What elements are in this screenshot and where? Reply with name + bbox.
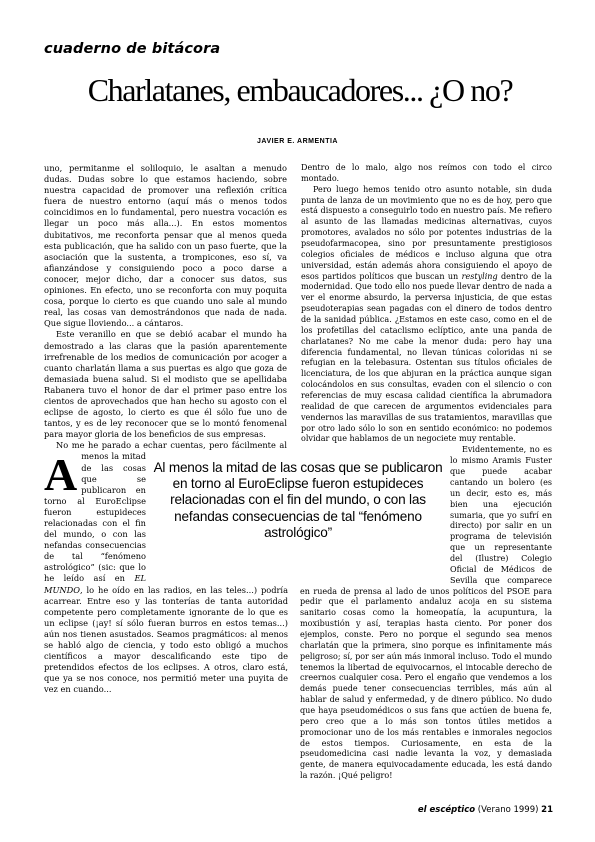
issue-label: (Verano 1999) xyxy=(477,805,539,815)
paragraph-4 xyxy=(300,163,552,185)
magazine-name: el escéptico xyxy=(417,805,476,815)
newspaper-name: EL MUNDO xyxy=(44,573,146,595)
page-number: 21 xyxy=(541,805,553,815)
restyling-term: restyling xyxy=(461,271,498,281)
article-title: Charlatanes, embaucadores... ¿O no? xyxy=(87,72,513,108)
article-author: JAVIER E. ARMENTIA xyxy=(257,138,338,145)
paragraph-2 xyxy=(44,329,288,440)
left-column xyxy=(44,163,288,696)
paragraph-2-text: Este veranillo en que se debió acabar el mundo ha demostrado a las claras que la pasión aparentemente irrefrenable de los medios de comunicación por acoger a cuanto charlatán llama a sus puertas es algo que goza de demasiada buena salud. Si el modisto que se apellidaba Rabanera tuvo el honor de dar el primer paso entre los cientos de aprovechados que han hecho su agosto con el eclipse de agosto, lo cierto es que él sólo fue uno de tantos, y es de ley reconocer que se lo montó fenomenal para mayor gloria de los beneficios de sus empresas. xyxy=(44,329,287,440)
paragraph-3-text-b: , lo he oído en las radios, en las teles...) podría acarrear. Entre eso y las tonterías de tanta autoridad competente pero completamente ignorante de lo que es un eclipse (¡ay! sí sólo fueran burros en estos temas...) aún nos tienen asustados. Seamos pragmáticos: al menos se habló algo de ciencia, y todo esto obligó a muchos científicos a mayor descalificando este tipo de pretendidos efectos de los eclipses. A otros, claro está, que ya se nos conoce, nos permitió meter una puyita de vez en cuando... xyxy=(44,584,288,695)
pull-quote: Al menos la mitad de las cosas que se publicaron en torno al EuroEclipse fueron estupideces relacionadas con el fin del mundo, o con las nefandas consecuencias de tal “fenómeno astrológico” xyxy=(153,460,443,540)
page-footer xyxy=(418,805,553,815)
paragraph-6-text: Evidentemente, no es lo mismo Aramis Fuster que puede acabar cantando un bolero (es un decir, esto es, más bien una ejecución sumaria, que yo sufrí en directo) por salir en un programa de televisión que un representante del (Ilustre) Colegio Oficial de Médicos de Sevilla que comparece en rueda de prensa al lado de unos políticos del PSOE para pedir que el parlamento andaluz acoja en su sistema sanitario cosas como la homeopatía, la acupuntura, la moxibustión y así, terapias hasta ciento. Por poner dos ejemplos, conste. Pero no porque el segundo sea menos charlatán que la primera, sino porque es infinitamente más peligroso; sí, por ser aún más inmoral incluso. Todo el mundo tenemos la libertad de equivocarnos, el intocable derecho de creernos cualquier cosa. Pero el engaño que vendemos a los demás puede tener consecuencias terribles, más aún al hablar de salud y enfermedad, y de dinero público. No dudo que haya pseudomédicos o sus fans que actúen de buena fe, pero creo que a lo más son tontos útiles metidos a promocionar uno de los más rentables e inmorales negocios de estos tiempos. Curiosamente, en esta de la pseudomedicina casi nadie levanta la voz, y demasiada gente, de manera equivocadamente educada, les está dando la razón. ¡Qué peligro! xyxy=(300,445,552,781)
paragraph-5 xyxy=(300,185,552,446)
paragraph-4-text: Dentro de lo malo, algo nos reímos con todo el circo montado. xyxy=(301,163,552,183)
section-title: cuaderno de bitácora xyxy=(44,41,221,57)
paragraph-5-text-a: Pero luego hemos tenido otro asunto notable, sin duda punta de lanza de un movimiento que no es de hoy, pero que está dispuesto a conseguirlo todo en nuestro país. Me refiero al asunto de las llamadas medicinas alternativas, cuyos promotores, avalados no sólo por potentes industrias de la pseudofarmacopea, sino por presuntamente prestigiosos colegios oficiales de médicos e incluso alguna que otra universidad, están además ahora consiguiendo el apoyo de esos partidos políticos que buscan un xyxy=(301,184,552,281)
paragraph-1-text: uno, permitanme el soliloquio, le asaltan a menudo dudas. Dudas sobre lo que estamos haciendo, sobre nuestra capacidad de promover una reflexión crítica fuera de nuestro entorno (aquí más o menos todos coincidimos en lo fundamental, pero nuestra vocación es llegar un poco más alla...). En estos momentos dubitativos, me reconforta pensar que al menos queda esta publicación, que ha salido con un paso fuerte, que la asociación que la sustenta, a trompicones, eso sí, va afianzándose y consiguiendo poco a poco darse a conocer, mejor dicho, dar a conocer sus datos, sus opiniones. En efecto, uno se reconforta con muy poquita cosa, porque lo cierto es que cuando uno sale al mundo real, las cosas van demostrándonos que nada de nada. Que sigue lloviendo... a cántaros. xyxy=(44,163,287,329)
paragraph-3-text-a: No me he parado a echar cuentas, pero fácilmente al menos la mitad de las cosas que se publicaron en torno al EuroEclipse fueron estupideces relacionadas con el fin del mundo, o con las nefandas consecuencias de tal “fenómeno astrológico” (sic: que lo he leído así en xyxy=(44,440,287,584)
paragraph-5-text-b: dentro de la modernidad. Que todo ello nos puede llevar dentro de nada a ver el enorme absurdo, la perversa injusticia, de que estas pseudoterapias sean pagadas con el dinero de todos dentro de la sanidad pública. ¿Estamos en este caso, como en el de los profetillas del cataclismo eclíptico, ante una panda de charlatanes? No me cabe la menor duda: pero hay una diferencia fundamental, no llevan túnicas coloridas ni se refugian en la telebasura. Ostentan sus títulos oficiales de licenciatura, de los que abjuran en la práctica aunque sigan colocándolos en sus consultas, evaden con el silencio o con referencias de muy escasa calidad científica la abrumadora realidad de que carecen de argumentos evidenciales para vendernos las maravillas de sus tratamientos, maravillas que por otro lado sólo lo son en sentido económico: no podemos olvidar que hablamos de un negociete muy rentable. xyxy=(301,271,552,444)
drop-cap: A xyxy=(44,449,78,500)
float-offset xyxy=(287,163,288,455)
